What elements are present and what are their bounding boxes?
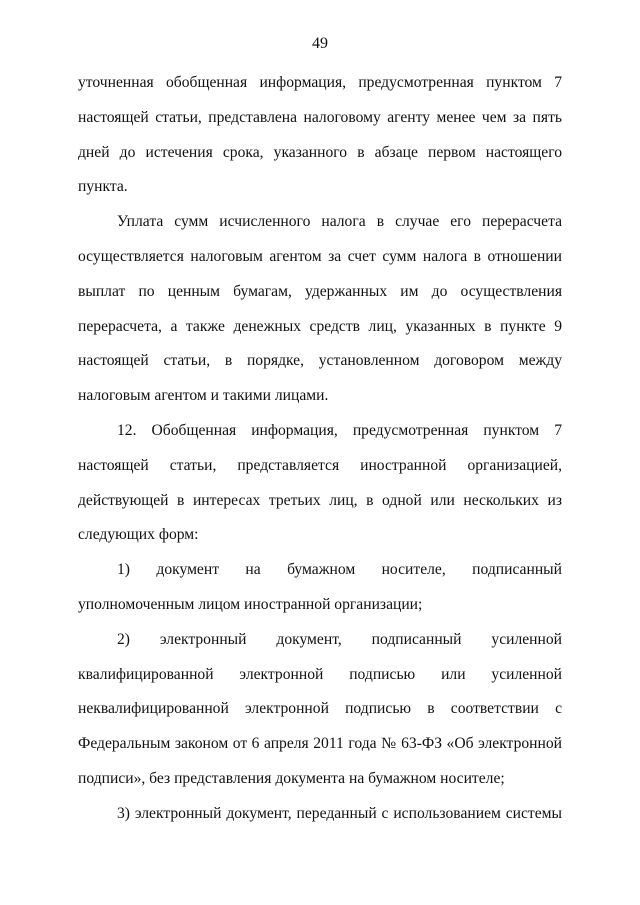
paragraph-continuation: уточненная обобщенная информация, предусмотренная пунктом 7 настоящей статьи, представлена налоговому агенту менее чем за пять дней до истечения срока, указанного в абзаце первом настоящего пункта.	[78, 74, 562, 196]
document-body	[78, 66, 562, 832]
paragraph-item-12: 12. Обобщенная информация, предусмотренная пунктом 7 настоящей статьи, представляется иностранной организацией, действующей в интересах третьих лиц, в одной или нескольких из следующих форм:	[78, 421, 562, 544]
paragraph-tax-recalculation: Уплата сумм исчисленного налога в случае его перерасчета осуществляется налоговым агентом за счет сумм налога в отношении выплат по ценным бумагам, удержанных им до осуществления перерасчета, а также денежных средств лиц, указанных в пункте 9 настоящей статьи, в порядке, установленном договором между налоговым агентом и такими лицами.	[78, 213, 562, 405]
paragraph-form-1: 1) документ на бумажном носителе, подписанный уполномоченным лицом иностранной организации;	[78, 561, 562, 613]
paragraph-form-3: 3) электронный документ, переданный с использованием системы	[117, 804, 562, 822]
page-number: 49	[312, 35, 328, 52]
paragraph-form-2: 2) электронный документ, подписанный усиленной квалифицированной электронной подписью или усиленной неквалифицированной электронной подписью в соответствии с Федеральным законом от 6 апреля 2011 года № 63-ФЗ «Об электронной подписи», без представления документа на бумажном носителе;	[78, 630, 562, 787]
